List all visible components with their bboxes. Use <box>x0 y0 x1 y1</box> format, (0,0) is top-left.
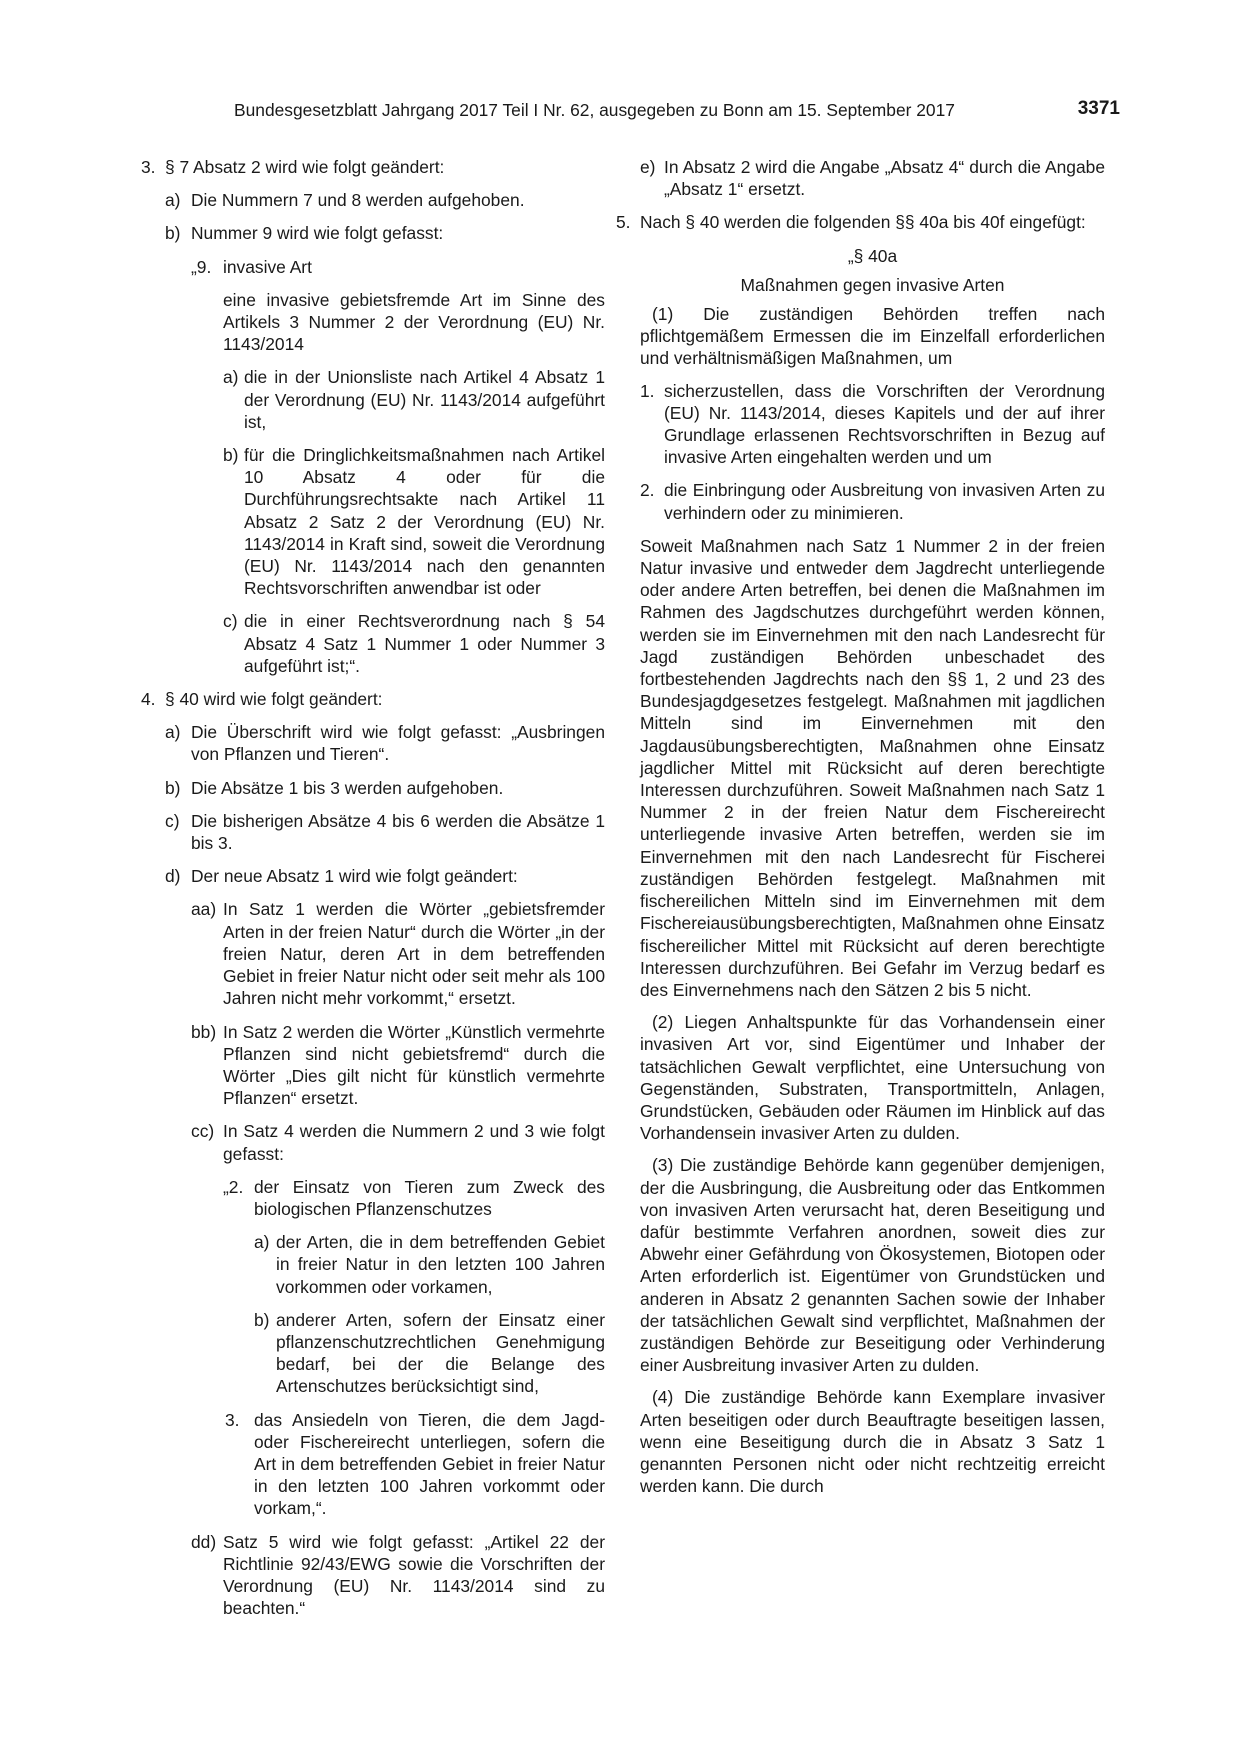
item-label: bb) <box>191 1021 217 1042</box>
list-item <box>141 810 605 854</box>
page-header <box>234 100 1120 124</box>
item-text: für die Dringlichkeitsmaßnahmen nach Artikel 10 Absatz 4 oder für die Durchführungsrechtsakte nach Artikel 11 Absatz 2 Satz 2 der Verordnung (EU) Nr. 1143/2014 in Kraft sind, soweit die Verordnung (EU) Nr. 1143/2014 nach den genannten Rechtsvorschriften anwendbar ist oder <box>244 445 605 599</box>
item-text: der Arten, die in dem betreffenden Gebiet in freier Natur in den letzten 100 Jahren vorkommen oder vorkamen, <box>276 1232 605 1297</box>
list-item <box>141 1176 605 1220</box>
item-label: 3. <box>225 1409 240 1430</box>
left-column <box>141 156 605 1630</box>
list-item <box>141 1120 605 1164</box>
list-item <box>141 777 605 799</box>
right-column <box>616 156 1105 1507</box>
item-text: Nummer 9 wird wie folgt gefasst: <box>191 223 444 244</box>
list-item <box>141 256 605 278</box>
item-label: a) <box>254 1232 270 1253</box>
list-item <box>141 721 605 765</box>
item-label: 5. <box>616 212 631 233</box>
running-title: Bundesgesetzblatt Jahrgang 2017 Teil I Nr. 62, ausgegeben zu Bonn am 15. September 2017 <box>234 100 955 120</box>
section-number: „§ 40a <box>847 245 898 266</box>
list-item <box>141 1409 605 1520</box>
item-label: 1. <box>640 380 655 401</box>
item-text: In Satz 1 werden die Wörter „gebietsfremder Arten in der freien Natur“ durch die Wörter „in der freien Natur, deren Art in dem betreffenden Gebiet in freier Natur nicht oder seit mehr als 100 Jahren nicht mehr vorkommt,“ ersetzt. <box>223 899 605 1009</box>
item-label: b) <box>165 777 181 798</box>
item-text: das Ansiedeln von Tieren, die dem Jagd- oder Fischereirecht unterliegen, sofern die Art in dem betreffenden Gebiet in freier Natur in den letzten 100 Jahren vorkommt oder vorkam,“. <box>254 1409 605 1519</box>
item-label: „2. <box>223 1176 244 1197</box>
item-text: In Satz 2 werden die Wörter „Künstlich vermehrte Pflanzen sind nicht gebietsfremd“ durch die Wörter „Dies gilt nicht für künstlich vermehrte Pflanzen“ ersetzt. <box>223 1021 605 1109</box>
item-text: invasive Art <box>223 256 312 277</box>
list-item <box>616 211 1105 233</box>
item-label: a) <box>223 367 239 388</box>
list-item <box>141 1309 605 1398</box>
item-text: Nach § 40 werden die folgenden §§ 40a bis 40f eingefügt: <box>640 212 1086 233</box>
list-item <box>141 865 605 887</box>
item-label: b) <box>165 223 181 244</box>
item-text: Die Nummern 7 und 8 werden aufgehoben. <box>191 190 525 211</box>
item-text: § 40 wird wie folgt geändert: <box>165 689 383 710</box>
item-label: b) <box>223 445 239 466</box>
paragraph-1-continued: Soweit Maßnahmen nach Satz 1 Nummer 2 in der freien Natur invasive und entweder dem Jagdrecht unterliegende oder andere Arten betreffen, bei denen die Maßnahmen im Rahmen des Jagdschutzes durchgeführt werden können, werden sie im Einvernehmen mit den nach Landesrecht für Jagd zuständigen Behörden unbeschadet des fortbestehenden Jagdrechts nach den §§ 1, 2 und 23 des Bundesjagdgesetzes festgelegt. Maßnahmen mit jagdlichen Mitteln sind im Einvernehmen mit den Jagdausübungsberechtigten, Maßnahmen ohne Einsatz jagdlicher Mittel mit Rücksicht auf deren berechtigte Interessen durchzuführen. Soweit Maßnahmen nach Satz 1 Nummer 2 in der freien Natur dem Fischereirecht unterliegende invasive Arten betreffen, werden sie im Einvernehmen mit den nach Landesrecht für Fischerei zuständigen Behörden festgelegt. Maßnahmen mit fischereilichen Mitteln sind im Einvernehmen mit dem Fischereiausübungsberechtigten, Maßnahmen ohne Einsatz fischereilicher Mittel mit Rücksicht auf deren berechtigte Interessen durchzuführen. Bei Gefahr im Verzug bedarf es des Einvernehmens nach den Sätzen 2 bis 5 nicht. <box>640 535 1105 1000</box>
list-item <box>640 156 1105 200</box>
item-text: Die Absätze 1 bis 3 werden aufgehoben. <box>191 777 504 798</box>
list-item <box>141 189 605 211</box>
paragraph-4: (4) Die zuständige Behörde kann Exemplare invasiver Arten beseitigen oder durch Beauftragte beseitigen lassen, wenn eine Beseitigung durch die in Absatz 3 Satz 1 genannten Personen nicht oder nicht rechtzeitig erreicht werden kann. Die durch <box>640 1387 1105 1497</box>
item-label: aa) <box>191 899 217 920</box>
item-text: Der neue Absatz 1 wird wie folgt geändert: <box>191 866 518 887</box>
paragraph-2: (2) Liegen Anhaltspunkte für das Vorhandensein einer invasiven Art vor, sind Eigentümer und Inhaber der tatsächlichen Gewalt verpflichtet, eine Untersuchung von Gegenständen, Substraten, Transportmitteln, Anlagen, Grundstücken, Gebäuden oder Räumen im Hinblick auf das Vorhandensein invasiver Arten zu dulden. <box>640 1012 1105 1144</box>
item-label: dd) <box>191 1531 217 1552</box>
item-text: der Einsatz von Tieren zum Zweck des biologischen Pflanzenschutzes <box>254 1176 605 1219</box>
item-text: Die bisherigen Absätze 4 bis 6 werden die Absätze 1 bis 3. <box>191 810 605 854</box>
item-text: die Einbringung oder Ausbreitung von invasiven Arten zu verhindern oder zu minimieren. <box>664 480 1105 523</box>
list-item <box>141 1531 605 1620</box>
list-item <box>141 688 605 710</box>
item-text: Die Überschrift wird wie folgt gefasst: „Ausbringen von Pflanzen und Tieren“. <box>191 722 605 765</box>
item-text: In Satz 4 werden die Nummern 2 und 3 wie folgt gefasst: <box>223 1121 605 1164</box>
item-label: 4. <box>141 689 156 710</box>
item-text: In Absatz 2 wird die Angabe „Absatz 4“ durch die Angabe „Absatz 1“ ersetzt. <box>664 157 1105 200</box>
page-number: 3371 <box>1077 98 1120 119</box>
item-text: anderer Arten, sofern der Einsatz einer pflanzenschutzrechtlichen Genehmigung bedarf, bei der die Belange des Artenschutzes berücksichtigt sind, <box>276 1309 605 1397</box>
item-label: d) <box>165 866 181 887</box>
item-text: die in der Unionsliste nach Artikel 4 Absatz 1 der Verordnung (EU) Nr. 1143/2014 aufgeführt ist, <box>244 367 605 432</box>
item-label: b) <box>254 1309 270 1330</box>
definition-text: eine invasive gebietsfremde Art im Sinne des Artikels 3 Nummer 2 der Verordnung (EU) Nr. 1143/2014 <box>223 289 605 355</box>
list-item <box>141 1231 605 1298</box>
item-label: a) <box>165 722 181 743</box>
item-text: § 7 Absatz 2 wird wie folgt geändert: <box>165 157 445 177</box>
item-text: Satz 5 wird wie folgt gefasst: „Artikel 22 der Richtlinie 92/43/EWG sowie die Vorschriften der Verordnung (EU) Nr. 1143/2014 sind zu beachten.“ <box>223 1531 605 1619</box>
paragraph-3: (3) Die zuständige Behörde kann gegenüber demjenigen, der die Ausbringung, die Ausbreitung oder das Entkommen von invasiven Arten verursacht hat, deren Beseitigung und dafür bestimmte Verfahren anordnen, soweit dies zur Abwehr einer Gefährdung von Ökosystemen, Biotopen oder Arten erforderlich ist. Eigentümer von Grundstücken und anderen in Absatz 2 genannten Sachen sowie der Inhaber der tatsächlichen Gewalt sind verpflichtet, Maßnahmen der zuständigen Behörde zur Beseitigung oder Verhinderung einer Ausbreitung invasiver Arten zu dulden. <box>640 1155 1105 1376</box>
list-item <box>141 156 605 178</box>
item-label: a) <box>165 190 181 211</box>
list-item <box>141 1021 605 1110</box>
item-text: sicherzustellen, dass die Vorschriften der Verordnung (EU) Nr. 1143/2014, dieses Kapitels und der auf ihrer Grundlage erlassenen Rechtsvorschriften in Bezug auf invasive Arten eingehalten werden und um <box>664 380 1105 468</box>
paragraph-1: (1) Die zuständigen Behörden treffen nach pflichtgemäßem Ermessen die im Einzelfall erforderlichen und verhältnismäßigen Maßnahmen, um <box>640 304 1105 369</box>
item-label: 3. <box>141 157 156 177</box>
list-item <box>141 898 605 1009</box>
item-label: 2. <box>640 480 655 501</box>
list-item <box>141 366 605 433</box>
list-item <box>141 222 605 244</box>
item-label: e) <box>640 157 656 177</box>
list-item <box>141 444 605 599</box>
item-label: cc) <box>191 1121 215 1142</box>
item-label: c) <box>165 810 180 831</box>
item-text: die in einer Rechtsverordnung nach § 54 Absatz 4 Satz 1 Nummer 1 oder Nummer 3 aufgeführt ist;“. <box>244 611 605 676</box>
list-item <box>640 479 1105 523</box>
paragraph <box>141 289 605 356</box>
list-item <box>640 380 1105 469</box>
item-label: „9. <box>191 256 212 277</box>
section-title: Maßnahmen gegen invasive Arten <box>740 274 1005 295</box>
item-label: c) <box>223 611 238 632</box>
list-item <box>141 610 605 677</box>
